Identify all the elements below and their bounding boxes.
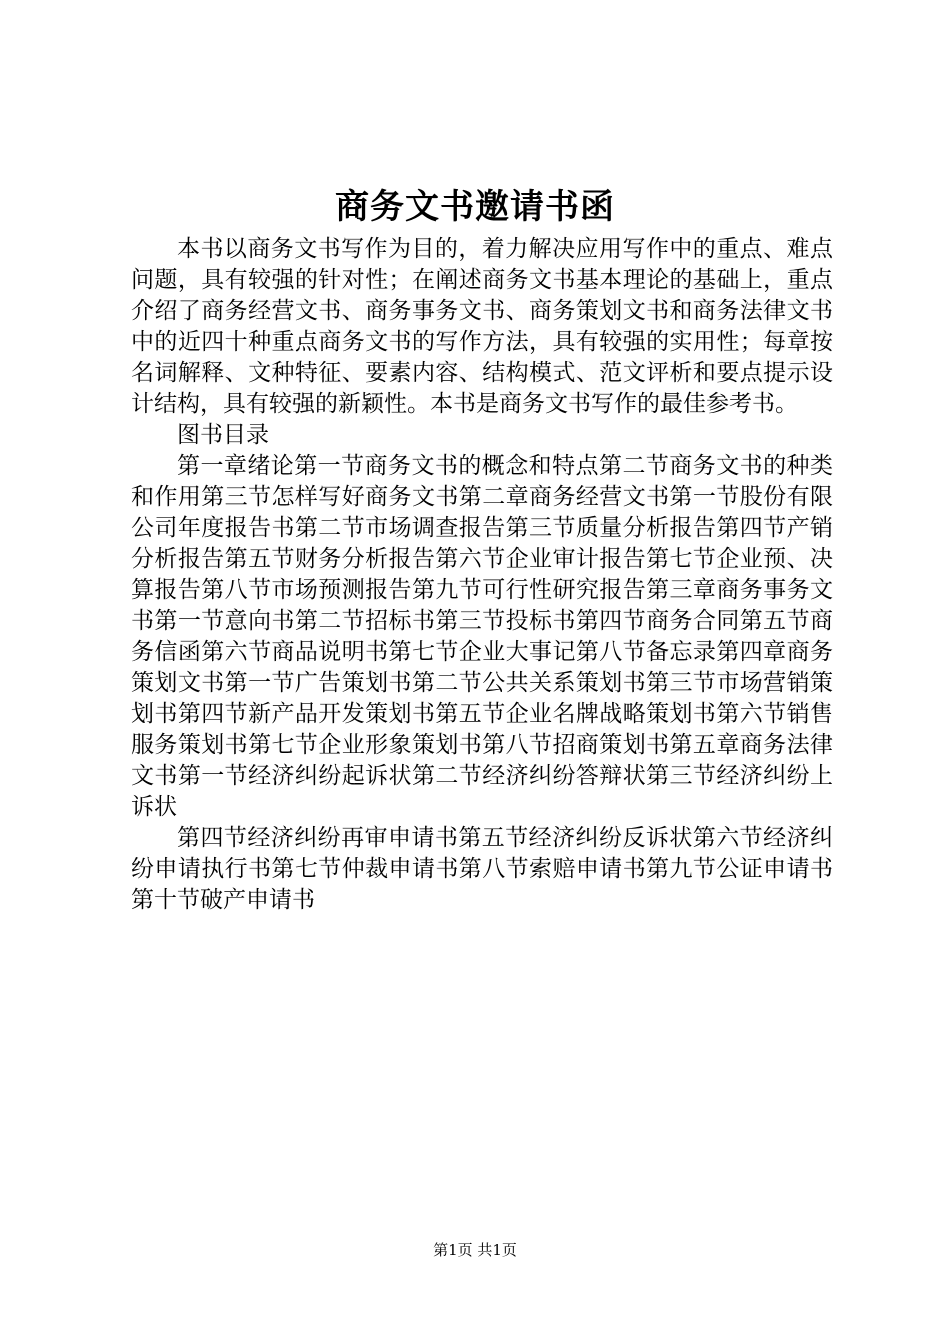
toc-heading: 图书目录	[177, 422, 269, 448]
intro-paragraph: 本书以商务文书写作为目的，着力解决应用写作中的重点、难点问题，具有较强的针对性；在阐述商务文书基本理论的基础上，重点介绍了商务经营文书、商务事务文书、商务策划文书和商务法律文书中的近四十种重点商务文书的写作方法，具有较强的实用性；每章按名词解释、文种特征、要素内容、结构模式、范文评析和要点提示设计结构，具有较强的新颖性。本书是商务文书写作的最佳参考书。	[131, 236, 833, 417]
toc-paragraph-1: 第一章绪论第一节商务文书的概念和特点第二节商务文书的种类和作用第三节怎样写好商务文书第二章商务经营文书第一节股份有限公司年度报告书第二节市场调查报告第三节质量分析报告第四节产销分析报告第五节财务分析报告第六节企业审计报告第七节企业预、决算报告第八节市场预测报告第九节可行性研究报告第三章商务事务文书第一节意向书第二节招标书第三节投标书第四节商务合同第五节商务信函第六节商品说明书第七节企业大事记第八节备忘录第四章商务策划文书第一节广告策划书第二节公共关系策划书第三节市场营销策划书第四节新产品开发策划书第五节企业名牌战略策划书第六节销售服务策划书第七节企业形象策划书第八节招商策划书第五章商务法律文书第一节经济纠纷起诉状第二节经济纠纷答辩状第三节经济纠纷上诉状	[131, 453, 833, 820]
document-body	[131, 234, 833, 916]
document-title: 商务文书邀请书函	[335, 187, 615, 227]
page-footer: 第1页 共1页	[433, 1241, 517, 1259]
toc-paragraph-2: 第四节经济纠纷再审申请书第五节经济纠纷反诉状第六节经济纠纷申请执行书第七节仲裁申请书第八节索赔申请书第九节公证申请书第十节破产申请书	[131, 825, 833, 913]
